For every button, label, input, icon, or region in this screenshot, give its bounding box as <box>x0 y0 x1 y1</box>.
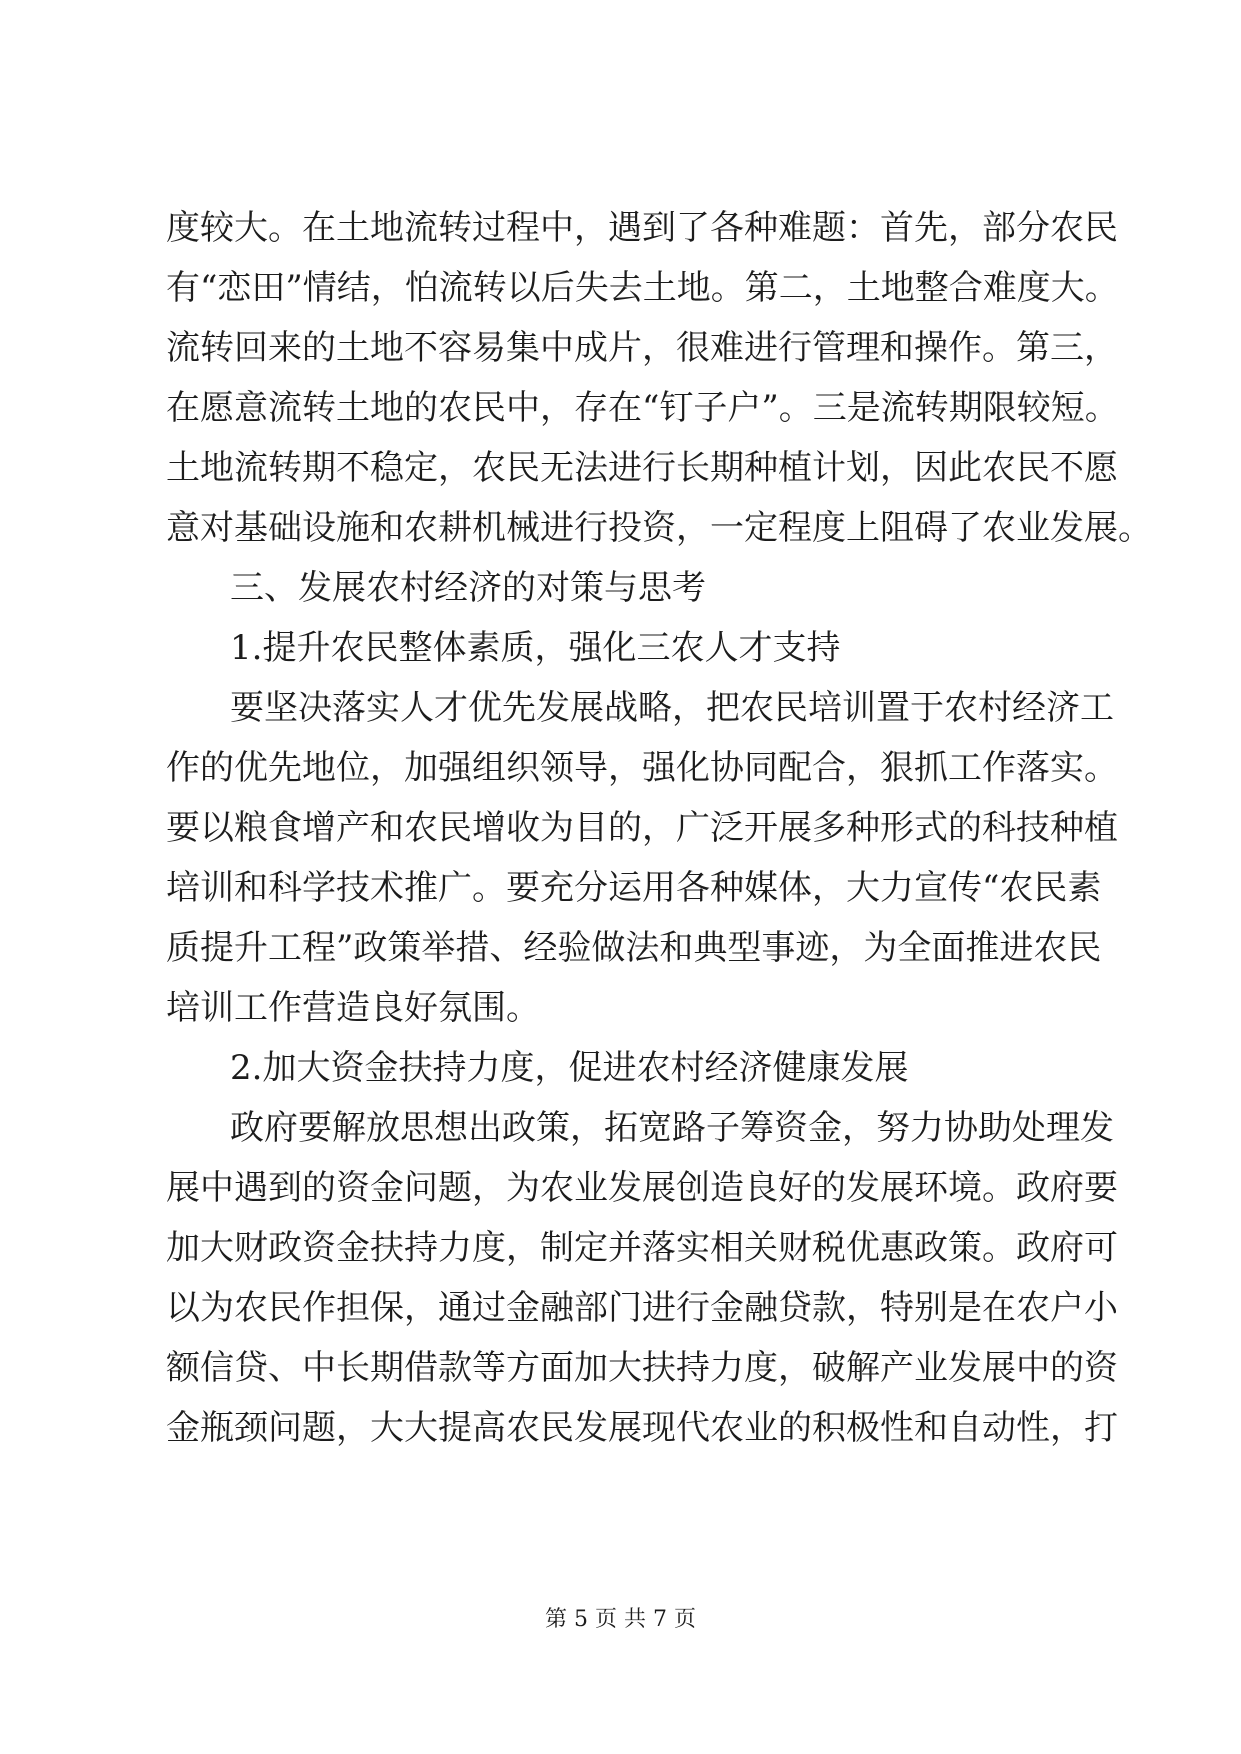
body-text-line: 要坚决落实人才优先发展战略，把农民培训置于农村经济工 <box>230 688 1114 728</box>
body-text-line: 加大财政资金扶持力度，制定并落实相关财税优惠政策。政府可 <box>166 1228 1118 1268</box>
subsection-heading: 1.提升农民整体素质，强化三农人才支持 <box>230 628 841 668</box>
body-text-line: 作的优先地位，加强组织领导，强化协同配合，狠抓工作落实。 <box>166 748 1118 788</box>
body-text-line: 培训工作营造良好氛围。 <box>166 988 540 1028</box>
body-text-line: 度较大。在土地流转过程中，遇到了各种难题：首先，部分农民 <box>166 208 1118 248</box>
body-text-line: 培训和科学技术推广。要充分运用各种媒体，大力宣传“农民素 <box>166 868 1102 908</box>
body-text-line: 有“恋田”情结，怕流转以后失去土地。第二，土地整合难度大。 <box>166 268 1119 308</box>
subsection-heading: 2.加大资金扶持力度，促进农村经济健康发展 <box>230 1048 909 1088</box>
body-text-line: 政府要解放思想出政策，拓宽路子筹资金，努力协助处理发 <box>230 1108 1114 1148</box>
page-number-footer: 第 5 页 共 7 页 <box>545 1607 696 1632</box>
body-text-line: 意对基础设施和农耕机械进行投资，一定程度上阻碍了农业发展。 <box>166 508 1152 548</box>
body-text-line: 额信贷、中长期借款等方面加大扶持力度，破解产业发展中的资 <box>166 1348 1118 1388</box>
body-text-line: 在愿意流转土地的农民中，存在“钉子户”。三是流转期限较短。 <box>166 388 1119 428</box>
section-heading: 三、发展农村经济的对策与思考 <box>230 568 706 608</box>
body-text-line: 流转回来的土地不容易集中成片，很难进行管理和操作。第三， <box>166 328 1118 368</box>
body-text-line: 质提升工程”政策举措、经验做法和典型事迹，为全面推进农民 <box>166 928 1102 968</box>
body-text-line: 金瓶颈问题，大大提高农民发展现代农业的积极性和自动性，打 <box>166 1408 1118 1448</box>
body-text-line: 要以粮食增产和农民增收为目的，广泛开展多种形式的科技种植 <box>166 808 1118 848</box>
body-text-line: 展中遇到的资金问题，为农业发展创造良好的发展环境。政府要 <box>166 1168 1118 1208</box>
body-text-line: 土地流转期不稳定，农民无法进行长期种植计划，因此农民不愿 <box>166 448 1118 488</box>
body-text-line: 以为农民作担保，通过金融部门进行金融贷款，特别是在农户小 <box>166 1288 1118 1328</box>
